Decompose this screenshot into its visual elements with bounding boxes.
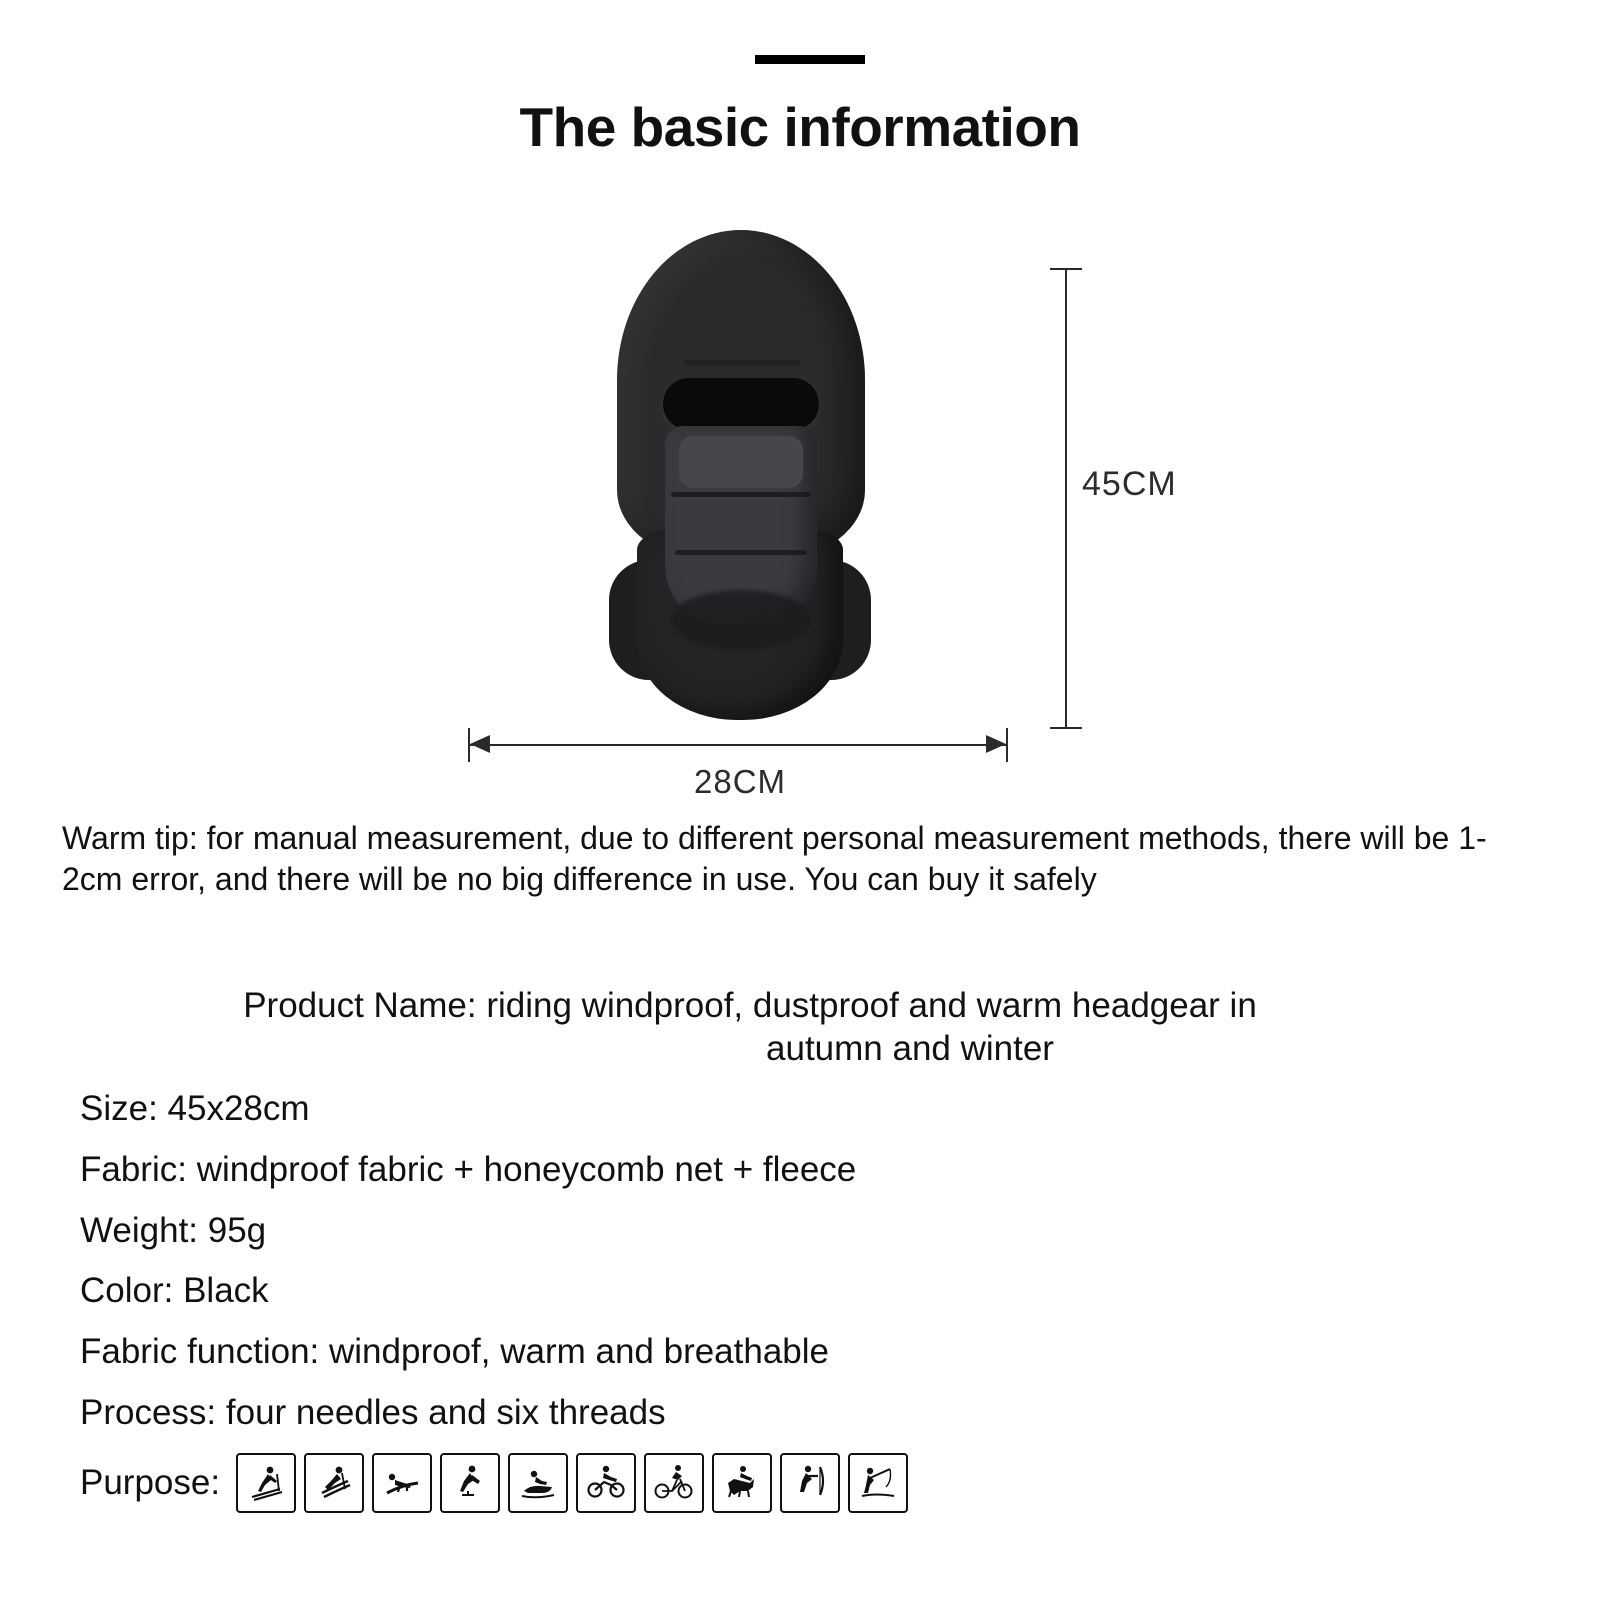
spec-purpose-label: Purpose: (80, 1462, 221, 1502)
width-dimension-label: 28CM (693, 763, 787, 800)
spec-product-name-line1: Product Name: riding windproof, dustproof and warm headgear in (243, 986, 1257, 1025)
balaclava-eye-opening (663, 378, 819, 430)
spec-color: Color: Black (80, 1271, 269, 1311)
height-dimension-cap-bottom (1050, 727, 1082, 729)
balaclava-chin-shadow (671, 590, 811, 650)
horse-riding-icon (712, 1453, 772, 1513)
spec-product-name-line2: autumn and winter (766, 1028, 1054, 1068)
title-rule (755, 55, 865, 64)
height-dimension-cap-top (1050, 268, 1082, 270)
spec-purpose (80, 1453, 1540, 1513)
archery-icon (780, 1453, 840, 1513)
width-dimension-line (468, 744, 1008, 746)
spec-process: Process: four needles and six threads (80, 1392, 666, 1432)
snowboarding-icon (372, 1453, 432, 1513)
specification-list (80, 985, 1540, 1513)
fishing-icon (848, 1453, 908, 1513)
balaclava-seam (671, 492, 811, 497)
jet-ski-icon (508, 1453, 568, 1513)
width-arrow-left-icon (470, 735, 490, 753)
spec-fabric: Fabric: windproof fabric + honeycomb net + fleece (80, 1150, 857, 1190)
height-dimension-label: 45CM (1082, 465, 1177, 503)
motorcycling-icon (576, 1453, 636, 1513)
width-dimension-cap-right (1006, 728, 1008, 762)
ice-skating-icon (440, 1453, 500, 1513)
spec-size: Size: 45x28cm (80, 1089, 310, 1129)
height-dimension-line (1065, 268, 1067, 728)
cross-country-skiing-icon (236, 1453, 296, 1513)
spec-fabric-function: Fabric function: windproof, warm and breathable (80, 1332, 830, 1372)
downhill-skiing-icon (304, 1453, 364, 1513)
balaclava-seam (675, 550, 807, 555)
page-title: The basic information (519, 96, 1081, 158)
purpose-icon-strip (236, 1453, 908, 1513)
balaclava-seam (683, 360, 801, 365)
spec-weight: Weight: 95g (80, 1210, 267, 1250)
balaclava-breathing-mesh (679, 436, 803, 488)
product-image (575, 230, 905, 720)
warm-tip-text: Warm tip: for manual measurement, due to different personal measurement methods, there will be 1-2cm error, and there will be no big difference in use. You can buy it safely (62, 820, 1487, 897)
width-arrow-right-icon (986, 735, 1006, 753)
cycling-icon (644, 1453, 704, 1513)
spec-product-name (80, 985, 1420, 1070)
